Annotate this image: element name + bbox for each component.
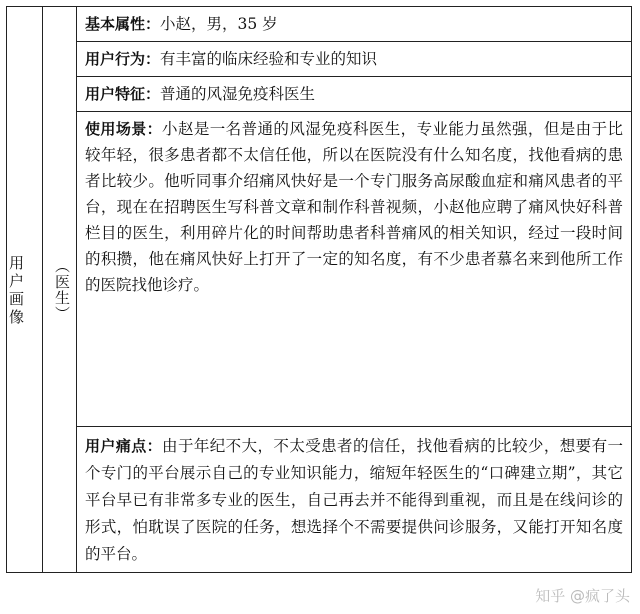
user-persona-table [6,6,632,573]
usage-scenario-cell [77,112,632,427]
basic-attributes-text: 小赵，男，35 岁 [160,15,278,33]
persona-inner-label: （医生） [53,257,71,322]
pain-points-label: 用户痛点： [85,437,163,455]
usage-scenario-label: 使用场景： [85,120,163,138]
user-traits-label: 用户特征： [85,85,161,103]
basic-attributes-label: 基本属性： [85,15,161,33]
pain-points-text: 由于年纪不大，不太受患者的信任，找他看病的比较少，想要有一个专门的平台展示自己的专业知识能力，缩短年轻医生的“口碑建立期”，其它平台早已有非常多专业的医生，自己再去并不能得到重视，而且是在线问诊的形式，怕耽误了医院的任务，想选择个不需要提供问诊服务，又能打开知名度的平台。 [85,437,623,563]
row-pain-points [7,427,632,573]
persona-outer-label-cell [7,7,43,573]
basic-attributes-cell [77,7,632,42]
persona-outer-label: 用户画像 [9,253,26,326]
user-behavior-text: 有丰富的临床经验和专业的知识 [160,50,378,68]
persona-inner-label-cell [43,7,77,573]
row-basic-attributes [7,7,632,42]
user-traits-text: 普通的风湿免疫科医生 [160,85,316,103]
zhihu-watermark: 知乎 @疯了头 [535,587,630,605]
user-behavior-label: 用户行为： [85,50,161,68]
row-user-traits [7,77,632,112]
usage-scenario-text: 小赵是一名普通的风湿免疫科医生，专业能力虽然强，但是由于比较年轻，很多患者都不太信任他，所以在医院没有什么知名度，找他看病的患者比较少。他听同事介绍痛风快好是一个专门服务高尿酸血症和痛风患者的平台，现在在招聘医生写科普文章和制作科普视频，小赵他应聘了痛风快好科普栏目的医生，利用碎片化的时间帮助患者科普痛风的相关知识，经过一段时间的积攒，他在痛风快好上打开了一定的知名度，有不少患者慕名来到他所工作的医院找他诊疗。 [85,120,623,294]
row-user-behavior [7,42,632,77]
row-usage-scenario [7,112,632,427]
user-behavior-cell [77,42,632,77]
user-traits-cell [77,77,632,112]
pain-points-cell [77,427,632,573]
